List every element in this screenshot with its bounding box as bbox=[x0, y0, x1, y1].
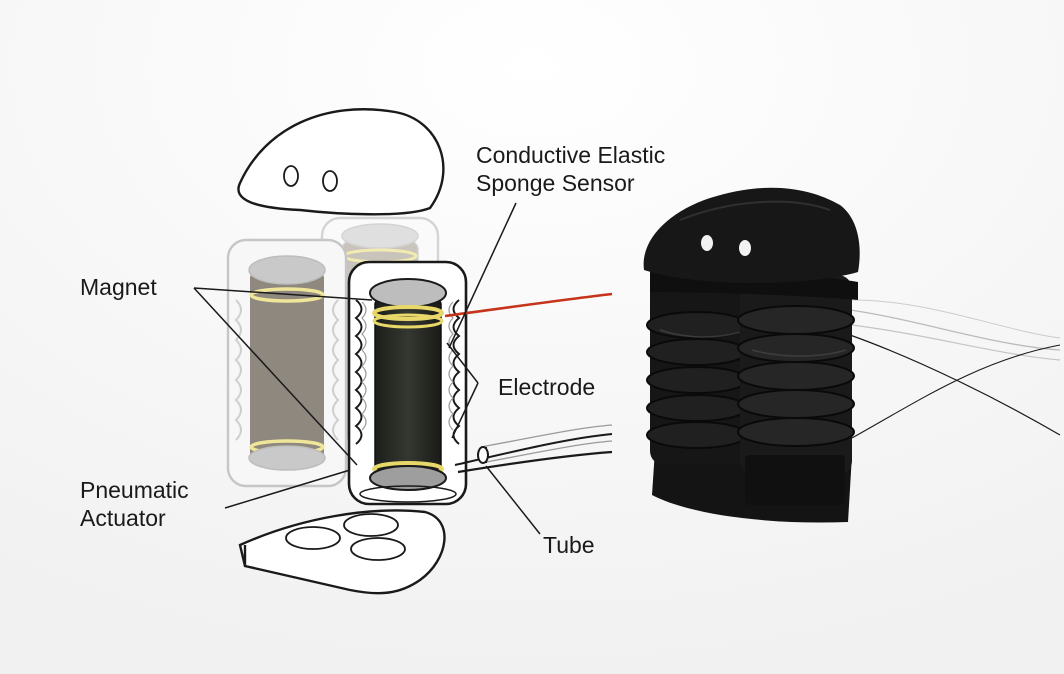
label-sponge-sensor-2: Sponge Sensor bbox=[476, 170, 635, 196]
label-pneumatic-2: Actuator bbox=[80, 505, 166, 531]
base-hole bbox=[351, 538, 405, 560]
label-magnet: Magnet bbox=[80, 274, 157, 300]
base-hole bbox=[286, 527, 340, 549]
cap-hole bbox=[323, 171, 337, 191]
photo-cap-hole bbox=[739, 240, 751, 256]
base-hole bbox=[344, 514, 398, 536]
label-sponge-sensor-1: Conductive Elastic bbox=[476, 142, 666, 168]
label-electrode: Electrode bbox=[498, 374, 596, 400]
photo-cap-hole bbox=[701, 235, 713, 251]
label-pneumatic-1: Pneumatic bbox=[80, 477, 189, 503]
cap-hole bbox=[284, 166, 298, 186]
magnet-top-disc bbox=[370, 279, 446, 307]
ghost-actuator-left bbox=[228, 240, 346, 486]
front-actuator bbox=[349, 262, 466, 504]
label-tube: Tube bbox=[543, 532, 595, 558]
